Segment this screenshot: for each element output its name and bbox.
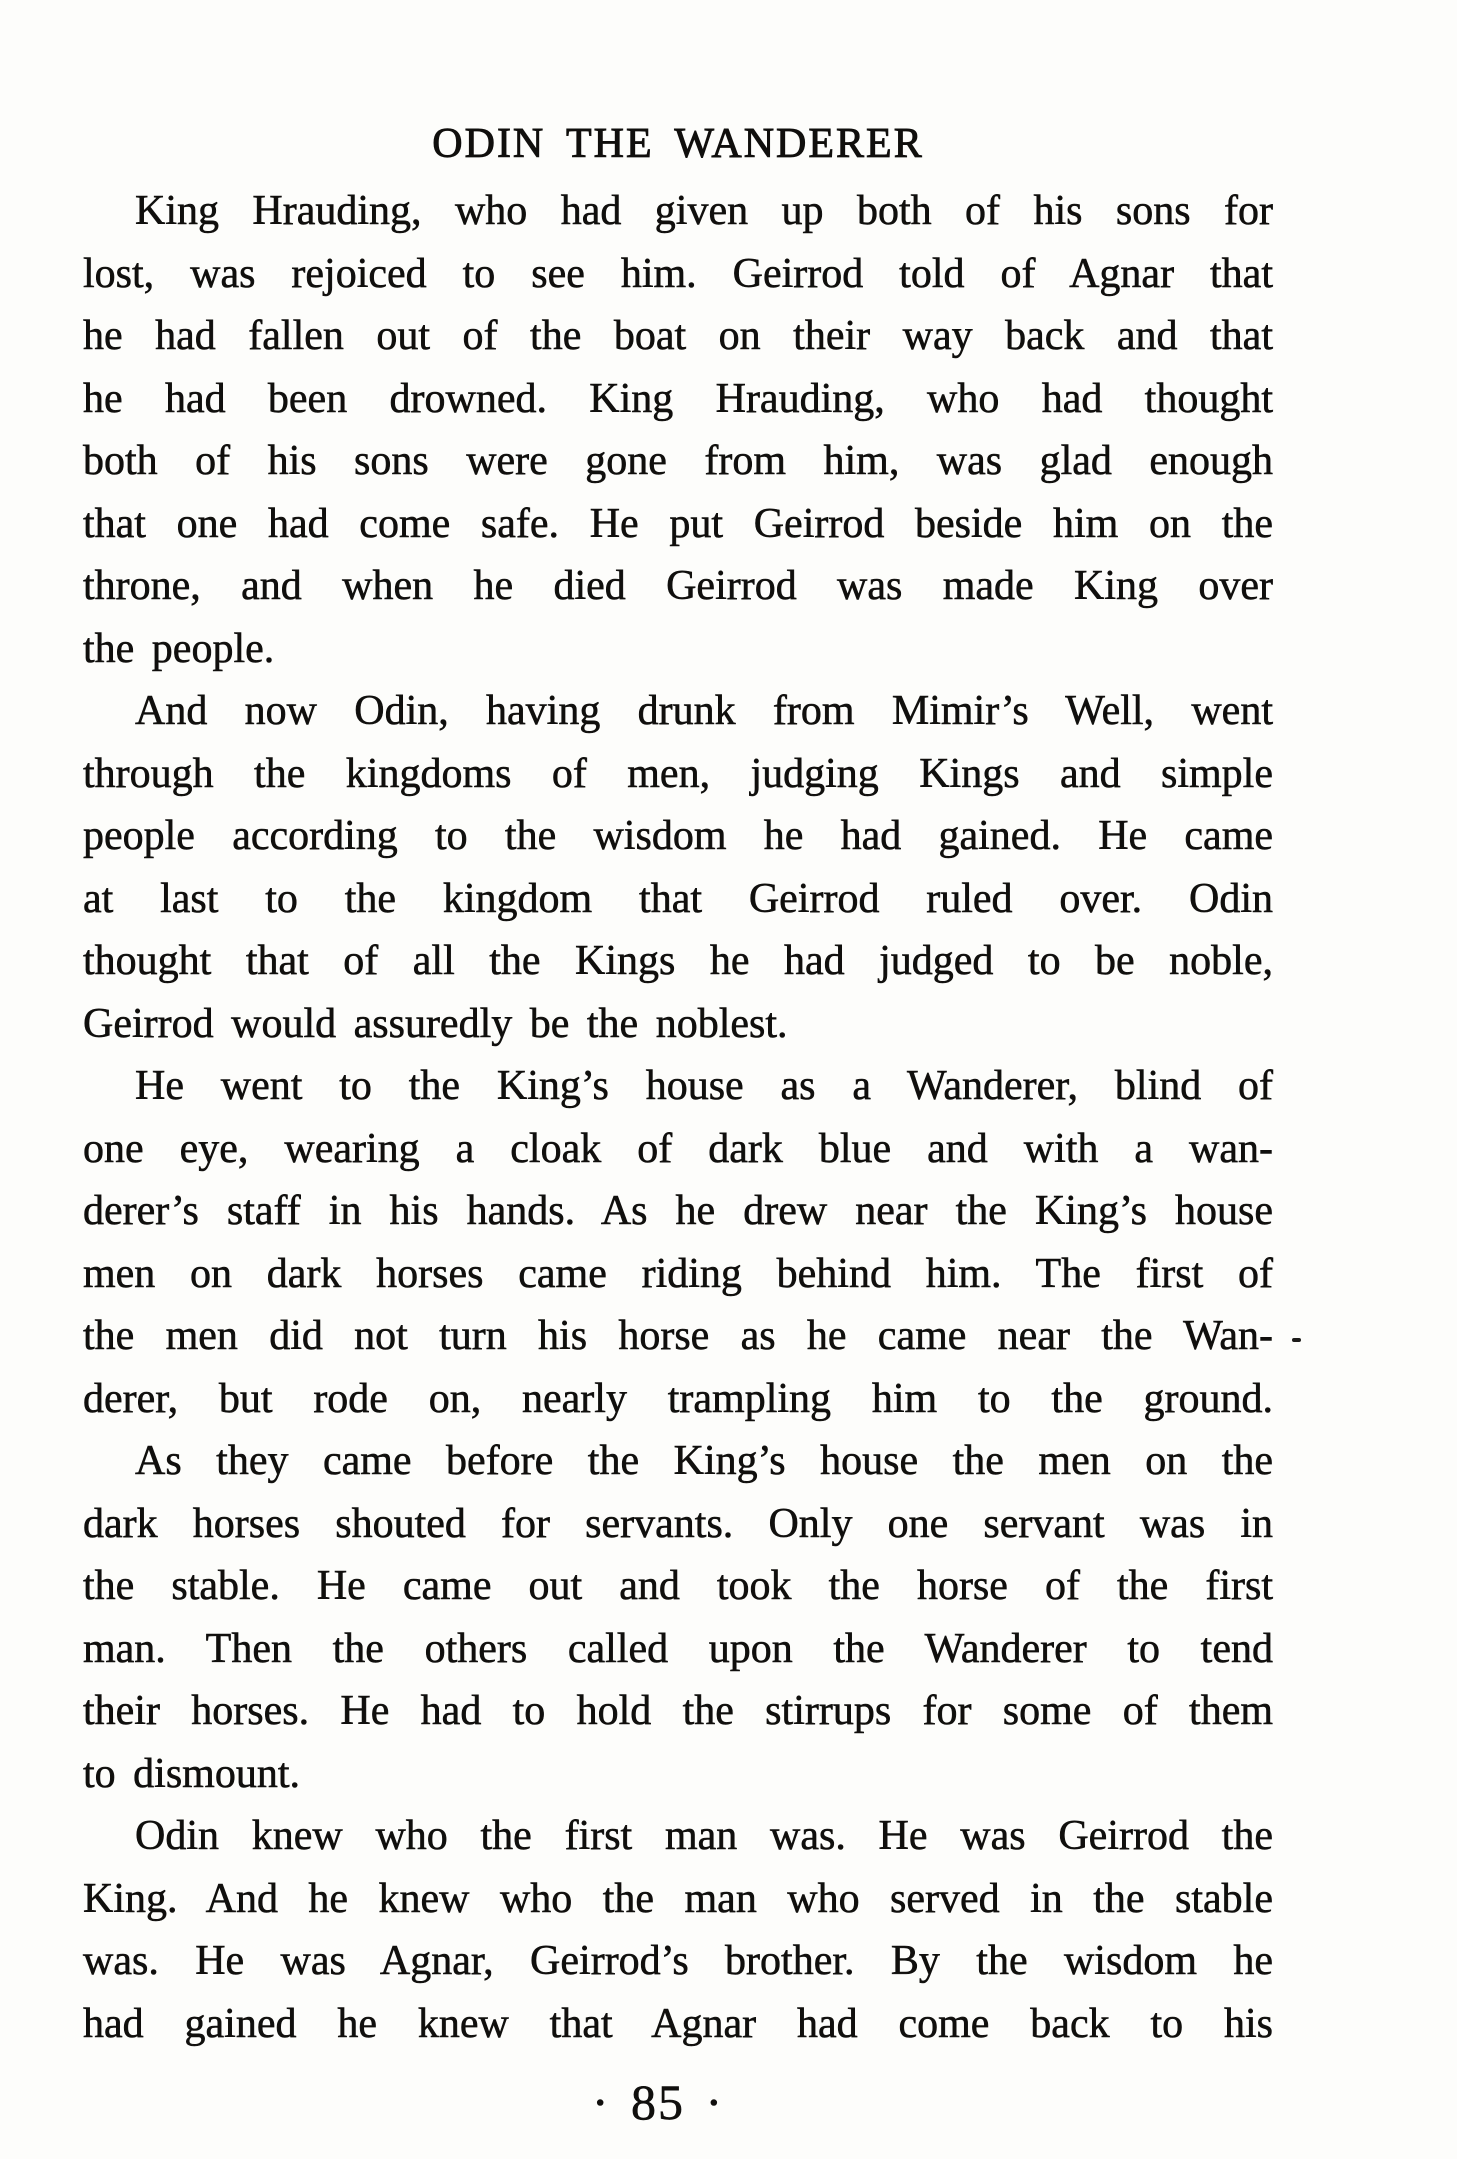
text-line: dark horses shouted for servants. Only one servant was in bbox=[83, 1500, 1273, 1547]
text-line: both of his sons were gone from him, was glad enough bbox=[83, 438, 1273, 484]
text-line: Geirrod would assuredly be the noblest. bbox=[83, 1000, 788, 1047]
text-line: derer’s staff in his hands. As he drew near the King’s house bbox=[83, 1188, 1273, 1234]
text-line: throne, and when he died Geirrod was made King over bbox=[83, 563, 1273, 609]
text-line: that one had come safe. He put Geirrod beside him on the bbox=[83, 500, 1273, 547]
paragraph bbox=[83, 180, 1273, 680]
text-line: people according to the wisdom he had gained. He came bbox=[83, 813, 1273, 859]
scan-speck bbox=[1292, 1338, 1301, 1342]
text-line: Odin knew who the first man was. He was Geirrod the bbox=[135, 1813, 1273, 1859]
text-line: their horses. He had to hold the stirrups for some of them bbox=[83, 1688, 1273, 1734]
paragraph bbox=[83, 680, 1273, 1055]
text-line: had gained he knew that Agnar had come back to his bbox=[83, 2000, 1273, 2047]
text-line: King. And he knew who the man who served in the stable bbox=[83, 1875, 1273, 1922]
text-line: he had been drowned. King Hrauding, who had thought bbox=[83, 375, 1273, 422]
text-line: the stable. He came out and took the horse of the first bbox=[83, 1563, 1273, 1609]
text-line: to dismount. bbox=[83, 1750, 301, 1797]
text-line: thought that of all the Kings he had judged to be noble, bbox=[83, 938, 1273, 984]
page-number: · 85 · bbox=[591, 2074, 725, 2130]
text-line: He went to the King’s house as a Wanderer, blind of bbox=[135, 1063, 1273, 1109]
text-line: he had fallen out of the boat on their way back and that bbox=[83, 313, 1273, 359]
paragraph bbox=[83, 1805, 1273, 2055]
text-line: lost, was rejoiced to see him. Geirrod told of Agnar that bbox=[83, 250, 1273, 297]
text-line: men on dark horses came riding behind him. The first of bbox=[83, 1250, 1273, 1297]
chapter-title: ODIN THE WANDERER bbox=[432, 121, 924, 167]
text-line: As they came before the King’s house the men on the bbox=[135, 1438, 1273, 1484]
text-line: the men did not turn his horse as he came near the Wan- bbox=[83, 1313, 1273, 1359]
paragraph bbox=[83, 1430, 1273, 1805]
text-line: And now Odin, having drunk from Mimir’s Well, went bbox=[135, 688, 1273, 734]
paragraph bbox=[83, 1055, 1273, 1430]
text-line: was. He was Agnar, Geirrod’s brother. By the wisdom he bbox=[83, 1938, 1273, 1984]
text-line: derer, but rode on, nearly trampling him to the ground. bbox=[83, 1375, 1273, 1422]
text-line: through the kingdoms of men, judging Kings and simple bbox=[83, 750, 1273, 797]
text-line: man. Then the others called upon the Wanderer to tend bbox=[83, 1625, 1273, 1672]
text-line: one eye, wearing a cloak of dark blue and with a wan- bbox=[83, 1125, 1273, 1172]
text-line: the people. bbox=[83, 625, 275, 672]
text-line: King Hrauding, who had given up both of his sons for bbox=[135, 188, 1273, 234]
page-body bbox=[83, 180, 1273, 2055]
text-line: at last to the kingdom that Geirrod ruled over. Odin bbox=[83, 875, 1273, 922]
